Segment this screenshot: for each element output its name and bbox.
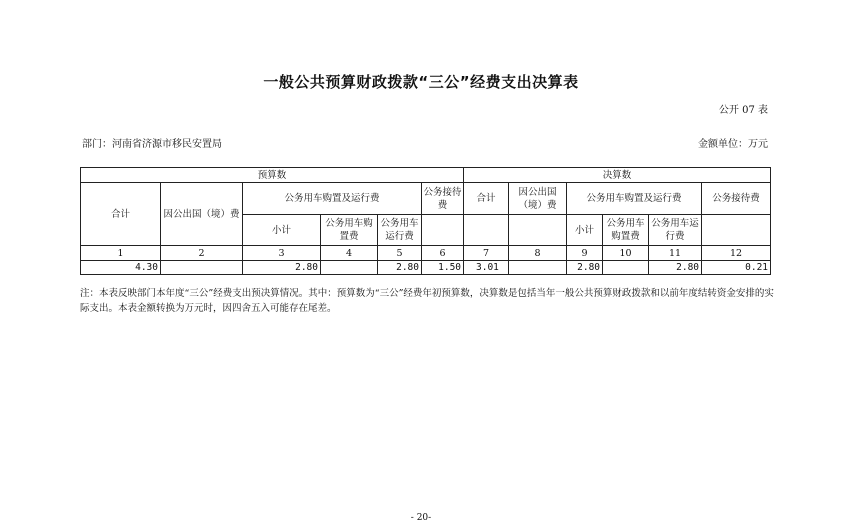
value-cell: 2.80 (378, 261, 422, 275)
budget-subtotal-header: 小计 (243, 215, 321, 246)
actual-reception-header: 公务接待费 (702, 183, 771, 215)
index-cell: 3 (243, 246, 321, 261)
value-cell: 2.80 (243, 261, 321, 275)
value-cell: 4.30 (81, 261, 161, 275)
budget-vehicle-purchase-header: 公务用车购置费 (321, 215, 378, 246)
actual-vehicle-purchase-header: 公务用车购置费 (603, 215, 649, 246)
value-cell (603, 261, 649, 275)
index-cell: 1 (81, 246, 161, 261)
unit-label: 金额单位：万元 (698, 139, 768, 150)
budget-overseas-header: 因公出国（境）费 (161, 183, 243, 246)
value-cell (509, 261, 567, 275)
value-cell: 2.80 (567, 261, 603, 275)
actual-subtotal-header: 小计 (567, 215, 603, 246)
budget-vehicle-operation-header: 公务用车运行费 (378, 215, 422, 246)
actual-overseas-blank (509, 215, 567, 246)
index-cell: 11 (649, 246, 702, 261)
value-cell (321, 261, 378, 275)
index-cell: 10 (603, 246, 649, 261)
budget-vehicle-group-header: 公务用车购置及运行费 (243, 183, 422, 215)
value-cell (161, 261, 243, 275)
page-number: - 20- (410, 513, 432, 523)
budget-total-header: 合计 (81, 183, 161, 246)
actual-vehicle-operation-header: 公务用车运行费 (649, 215, 702, 246)
budget-reception-blank (422, 215, 464, 246)
actual-vehicle-group-header: 公务用车购置及运行费 (567, 183, 702, 215)
actual-total-blank (464, 215, 509, 246)
index-cell: 12 (702, 246, 771, 261)
actual-header: 决算数 (464, 168, 771, 183)
table-note: 注：本表反映部门本年度“三公”经费支出预决算情况。其中：预算数为“三公”经费年初预算数，决算数是包括当年一般公共预算财政拨款和以前年度结转资金安排的实际支出。本表金额转换为万元时，因四舍五入可能存在尾差。 (80, 288, 774, 314)
budget-header: 预算数 (81, 168, 464, 183)
department-label: 部门：河南省济源市移民安置局 (82, 139, 222, 150)
index-cell: 7 (464, 246, 509, 261)
actual-reception-blank (702, 215, 771, 246)
index-cell: 4 (321, 246, 378, 261)
index-row (81, 246, 771, 261)
table-code: 公开 07 表 (718, 105, 768, 116)
index-cell: 5 (378, 246, 422, 261)
index-cell: 8 (509, 246, 567, 261)
value-cell: 0.21 (702, 261, 771, 275)
index-cell: 9 (567, 246, 603, 261)
index-cell: 2 (161, 246, 243, 261)
data-row (81, 261, 771, 275)
index-cell: 6 (422, 246, 464, 261)
actual-overseas-header: 因公出国（境）费 (509, 183, 567, 215)
value-cell: 2.80 (649, 261, 702, 275)
three-public-expenses-table (80, 167, 771, 275)
actual-total-header: 合计 (464, 183, 509, 215)
value-cell: 1.50 (422, 261, 464, 275)
value-cell: 3.01 (464, 261, 509, 275)
budget-reception-header: 公务接待费 (422, 183, 464, 215)
page-title: 一般公共预算财政拨款“三公”经费支出决算表 (263, 73, 579, 91)
